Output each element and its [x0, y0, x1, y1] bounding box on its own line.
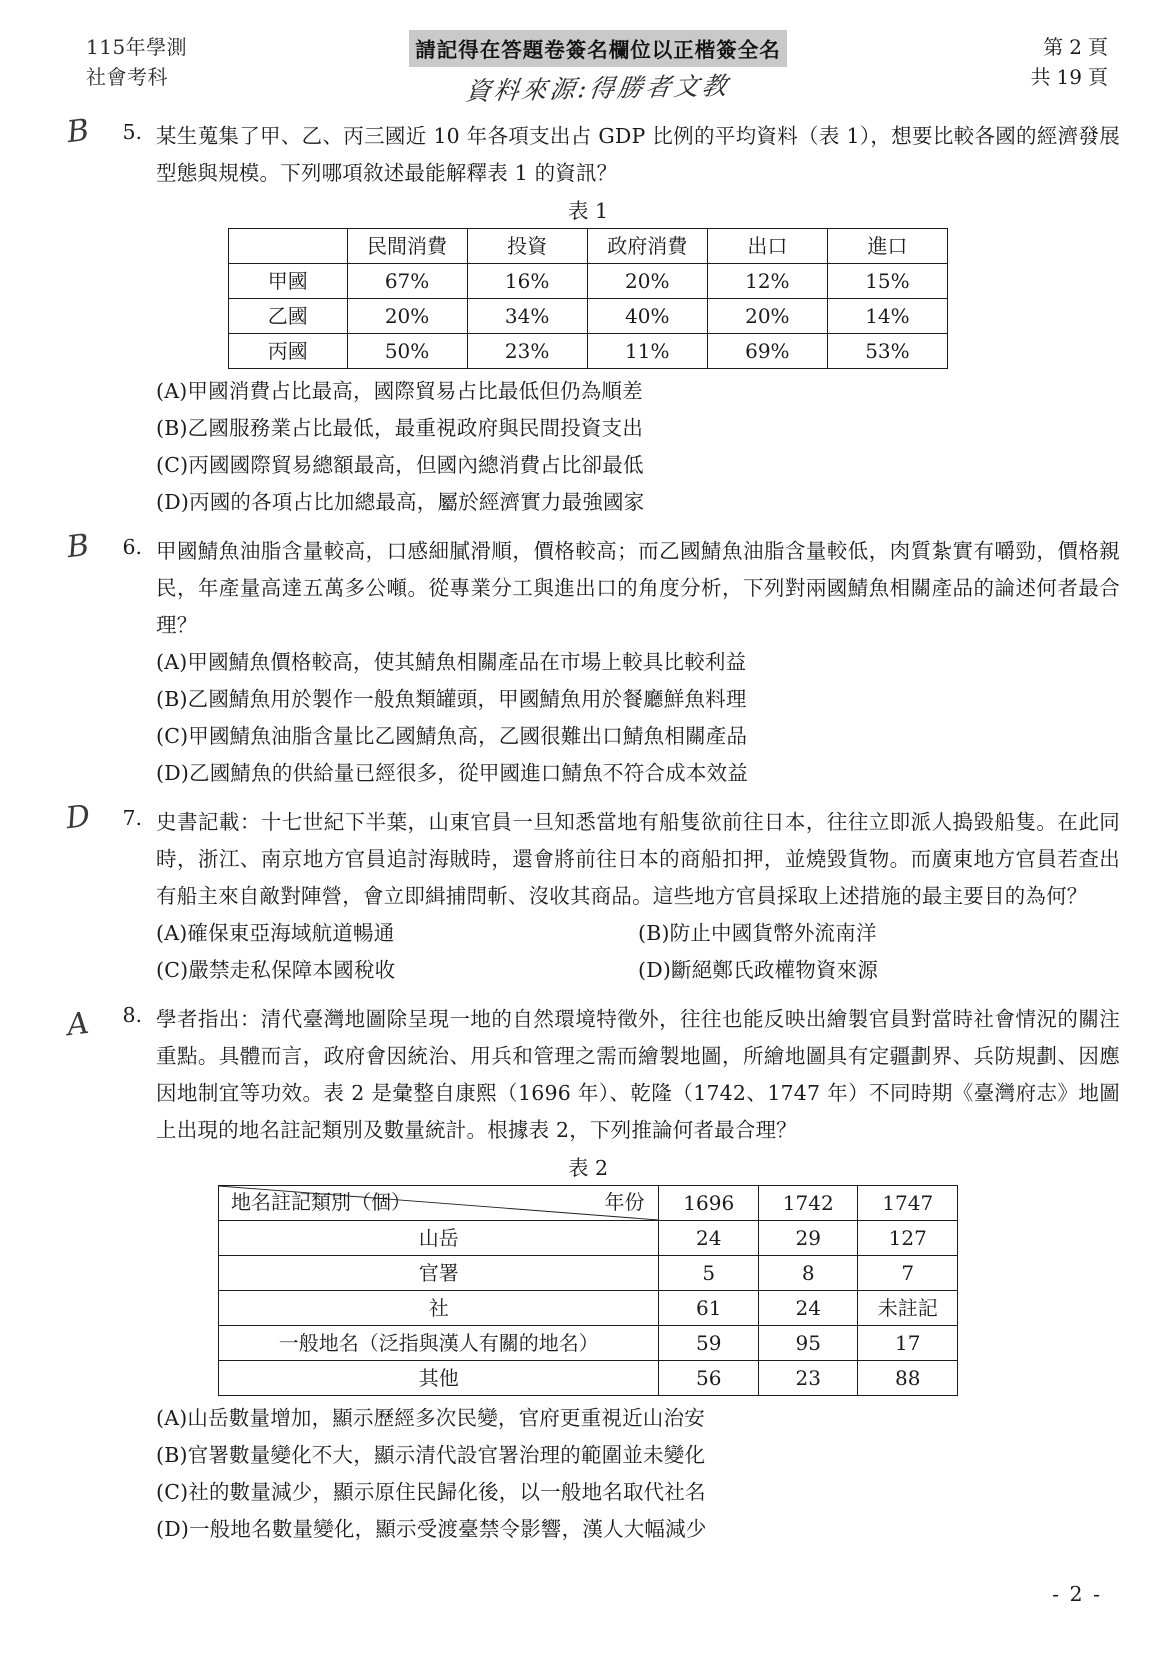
table1-caption: 表 1 — [567, 199, 609, 223]
table2-col-1742: 1742 — [758, 1186, 858, 1221]
table1-cell: 53% — [827, 334, 947, 369]
table-row — [219, 1361, 958, 1396]
table2-cell: 95 — [758, 1326, 858, 1361]
table2-corner-cell — [219, 1186, 659, 1221]
table2-category-header-label: 地名註記類別（個） — [231, 1190, 411, 1214]
table2-row-label: 其他 — [219, 1361, 659, 1396]
option-b[interactable]: (B)乙國鯖魚用於製作一般魚類罐頭，甲國鯖魚用於餐廳鮮魚料理 — [156, 687, 747, 711]
table-row — [229, 334, 948, 369]
table1-cell: 20% — [587, 264, 707, 299]
question-6 — [56, 527, 1120, 792]
table-row — [229, 299, 948, 334]
table1-cell: 40% — [587, 299, 707, 334]
table1-cell: 67% — [347, 264, 467, 299]
table2-row-label: 官署 — [219, 1256, 659, 1291]
handwritten-answer-7: D — [63, 798, 93, 837]
table-row — [229, 229, 948, 264]
table2-cell: 7 — [858, 1256, 958, 1291]
question-number-7: 7. — [122, 806, 142, 830]
signature-notice-banner: 請記得在答題卷簽名欄位以正楷簽全名 — [409, 30, 787, 67]
table2-cell: 24 — [758, 1291, 858, 1326]
option-c[interactable]: (C)甲國鯖魚油脂含量比乙國鯖魚高，乙國很難出口鯖魚相關產品 — [156, 724, 748, 748]
page-footer-marker: - 2 - — [1052, 1582, 1102, 1606]
option-d[interactable]: (D)乙國鯖魚的供給量已經很多，從甲國進口鯖魚不符合成本效益 — [156, 761, 748, 785]
question-5 — [56, 112, 1120, 521]
question-5-options — [156, 373, 1120, 521]
table1-col-imports: 進口 — [827, 229, 947, 264]
table2-cell: 8 — [758, 1256, 858, 1291]
table2-row-label: 山岳 — [219, 1221, 659, 1256]
table2-col-1696: 1696 — [659, 1186, 759, 1221]
table2-cell: 未註記 — [858, 1291, 958, 1326]
table1-cell: 69% — [707, 334, 827, 369]
table2-year-header-label: 年份 — [604, 1190, 645, 1214]
handwritten-answer-8: A — [65, 1005, 91, 1044]
question-stem-5: 某生蒐集了甲、乙、丙三國近 10 年各項支出占 GDP 比例的平均資料（表 1），想要比較各國的經濟發展型態與規模。下列哪項敘述最能解釋表 1 的資訊？ — [156, 124, 1120, 185]
page-number: 2 — [1069, 35, 1082, 59]
option-a[interactable]: (A)甲國消費占比最高，國際貿易占比最低但仍為順差 — [156, 379, 643, 403]
table2-cell: 17 — [858, 1326, 958, 1361]
table2-row-label: 社 — [219, 1291, 659, 1326]
page-counter — [1031, 32, 1108, 92]
options-right-column — [638, 915, 1120, 989]
table-2 — [218, 1185, 958, 1396]
total-unit: 頁 — [1088, 65, 1108, 89]
table1-cell: 16% — [467, 264, 587, 299]
question-body-5 — [156, 118, 1120, 192]
option-a[interactable]: (A)確保東亞海域航道暢通 — [156, 921, 395, 945]
table2-cell: 29 — [758, 1221, 858, 1256]
table1-row-label: 乙國 — [229, 299, 348, 334]
table1-cell: 50% — [347, 334, 467, 369]
table1-col-private-consumption: 民間消費 — [347, 229, 467, 264]
table1-cell: 15% — [827, 264, 947, 299]
option-d[interactable]: (D)一般地名數量變化，顯示受渡臺禁令影響，漢人大幅減少 — [156, 1517, 707, 1541]
table2-cell: 24 — [659, 1221, 759, 1256]
exam-subject-line: 社會考科 — [86, 65, 168, 89]
option-a[interactable]: (A)甲國鯖魚價格較高，使其鯖魚相關產品在市場上較具比較利益 — [156, 650, 747, 674]
option-c[interactable]: (C)社的數量減少，顯示原住民歸化後，以一般地名取代社名 — [156, 1480, 706, 1504]
table1-col-government-consumption: 政府消費 — [587, 229, 707, 264]
table1-cell: 34% — [467, 299, 587, 334]
table2-cell: 5 — [659, 1256, 759, 1291]
option-d[interactable]: (D)斷絕鄭氏政權物資來源 — [638, 958, 879, 982]
option-c[interactable]: (C)嚴禁走私保障本國稅收 — [156, 958, 396, 982]
total-label: 共 — [1030, 65, 1051, 89]
option-b[interactable]: (B)官署數量變化不大，顯示清代設官署治理的範圍並未變化 — [156, 1443, 706, 1467]
table-1 — [228, 228, 948, 369]
current-page-line — [1031, 32, 1108, 62]
question-stem-8: 學者指出：清代臺灣地圖除呈現一地的自然環境特徵外，往往也能反映出繪製官員對當時社會情況的關注重點。具體而言，政府會因統治、用兵和管理之需而繪製地圖，所繪地圖具有定疆劃界、兵防規劃、因應因地制宜等功效。表 2 是彙整自康熙（1696 年）、乾隆（1742、1747 年）不同時期《臺灣府志》地圖上出現的地名註記類別及數量統計。根據表 2，下列推論何者最合理？ — [156, 1007, 1120, 1142]
table2-caption: 表 2 — [567, 1156, 609, 1180]
handwritten-answer-5: B — [64, 112, 92, 151]
option-a[interactable]: (A)山岳數量增加，顯示歷經多次民變，官府更重視近山治安 — [156, 1406, 705, 1430]
question-body-6 — [156, 533, 1120, 792]
table2-cell: 23 — [758, 1361, 858, 1396]
exam-identity — [86, 32, 187, 92]
question-number-5: 5. — [122, 120, 142, 144]
table-row — [219, 1326, 958, 1361]
table2-cell: 56 — [659, 1361, 759, 1396]
question-7 — [56, 798, 1120, 989]
table2-cell: 88 — [858, 1361, 958, 1396]
table-row — [219, 1186, 958, 1221]
question-number-6: 6. — [122, 535, 142, 559]
page-label: 第 — [1043, 35, 1064, 59]
table-row — [229, 264, 948, 299]
total-number: 19 — [1056, 65, 1082, 89]
question-body-7 — [156, 804, 1120, 989]
exam-year-line: 115年學測 — [86, 35, 188, 59]
table1-cell: 23% — [467, 334, 587, 369]
handwritten-answer-6: B — [64, 527, 92, 566]
question-8 — [56, 1001, 1120, 1548]
table1-cell: 12% — [707, 264, 827, 299]
table1-cell: 14% — [827, 299, 947, 334]
question-7-options — [156, 915, 1120, 989]
question-body-8 — [156, 1001, 1120, 1149]
table-row — [219, 1221, 958, 1256]
table1-cell: 20% — [707, 299, 827, 334]
table-row — [219, 1291, 958, 1326]
table1-col-investment: 投資 — [467, 229, 587, 264]
question-8-options — [156, 1400, 1120, 1548]
table1-row-label: 丙國 — [229, 334, 348, 369]
option-c[interactable]: (C)丙國國際貿易總額最高，但國內總消費占比卻最低 — [156, 453, 644, 477]
total-page-line — [1031, 62, 1108, 92]
table2-col-1747: 1747 — [858, 1186, 958, 1221]
table2-cell: 61 — [659, 1291, 759, 1326]
option-d[interactable]: (D)丙國的各項占比加總最高，屬於經濟實力最強國家 — [156, 490, 645, 514]
options-left-column — [156, 915, 638, 989]
table1-cell: 20% — [347, 299, 467, 334]
header-center — [348, 30, 848, 105]
table1-corner-cell — [229, 229, 348, 264]
table1-row-label: 甲國 — [229, 264, 348, 299]
page-header — [56, 26, 1120, 104]
option-b[interactable]: (B)乙國服務業占比最低，最重視政府與民間投資支出 — [156, 416, 644, 440]
table2-cell: 59 — [659, 1326, 759, 1361]
table2-row-label: 一般地名（泛指與漢人有關的地名） — [219, 1326, 659, 1361]
handwritten-source-note: 資料來源:得勝者文教 — [463, 71, 732, 106]
table2-cell: 127 — [858, 1221, 958, 1256]
table1-col-exports: 出口 — [707, 229, 827, 264]
question-number-8: 8. — [122, 1003, 142, 1027]
page-unit: 頁 — [1088, 35, 1108, 59]
question-stem-6: 甲國鯖魚油脂含量較高，口感細膩滑順，價格較高；而乙國鯖魚油脂含量較低，肉質紮實有嚼勁，價格親民，年產量高達五萬多公噸。從專業分工與進出口的角度分析，下列對兩國鯖魚相關產品的論述何者最合理？ — [156, 539, 1120, 637]
table-row — [219, 1256, 958, 1291]
question-stem-7: 史書記載：十七世紀下半葉，山東官員一旦知悉當地有船隻欲前往日本，往往立即派人搗毀船隻。在此同時，浙江、南京地方官員追討海賊時，還會將前往日本的商船扣押，並燒毀貨物。而廣東地方官員若查出有船主來自敵對陣營，會立即緝捕問斬、沒收其商品。這些地方官員採取上述措施的最主要目的為何？ — [156, 810, 1120, 908]
option-b[interactable]: (B)防止中國貨幣外流南洋 — [638, 921, 877, 945]
table1-cell: 11% — [587, 334, 707, 369]
